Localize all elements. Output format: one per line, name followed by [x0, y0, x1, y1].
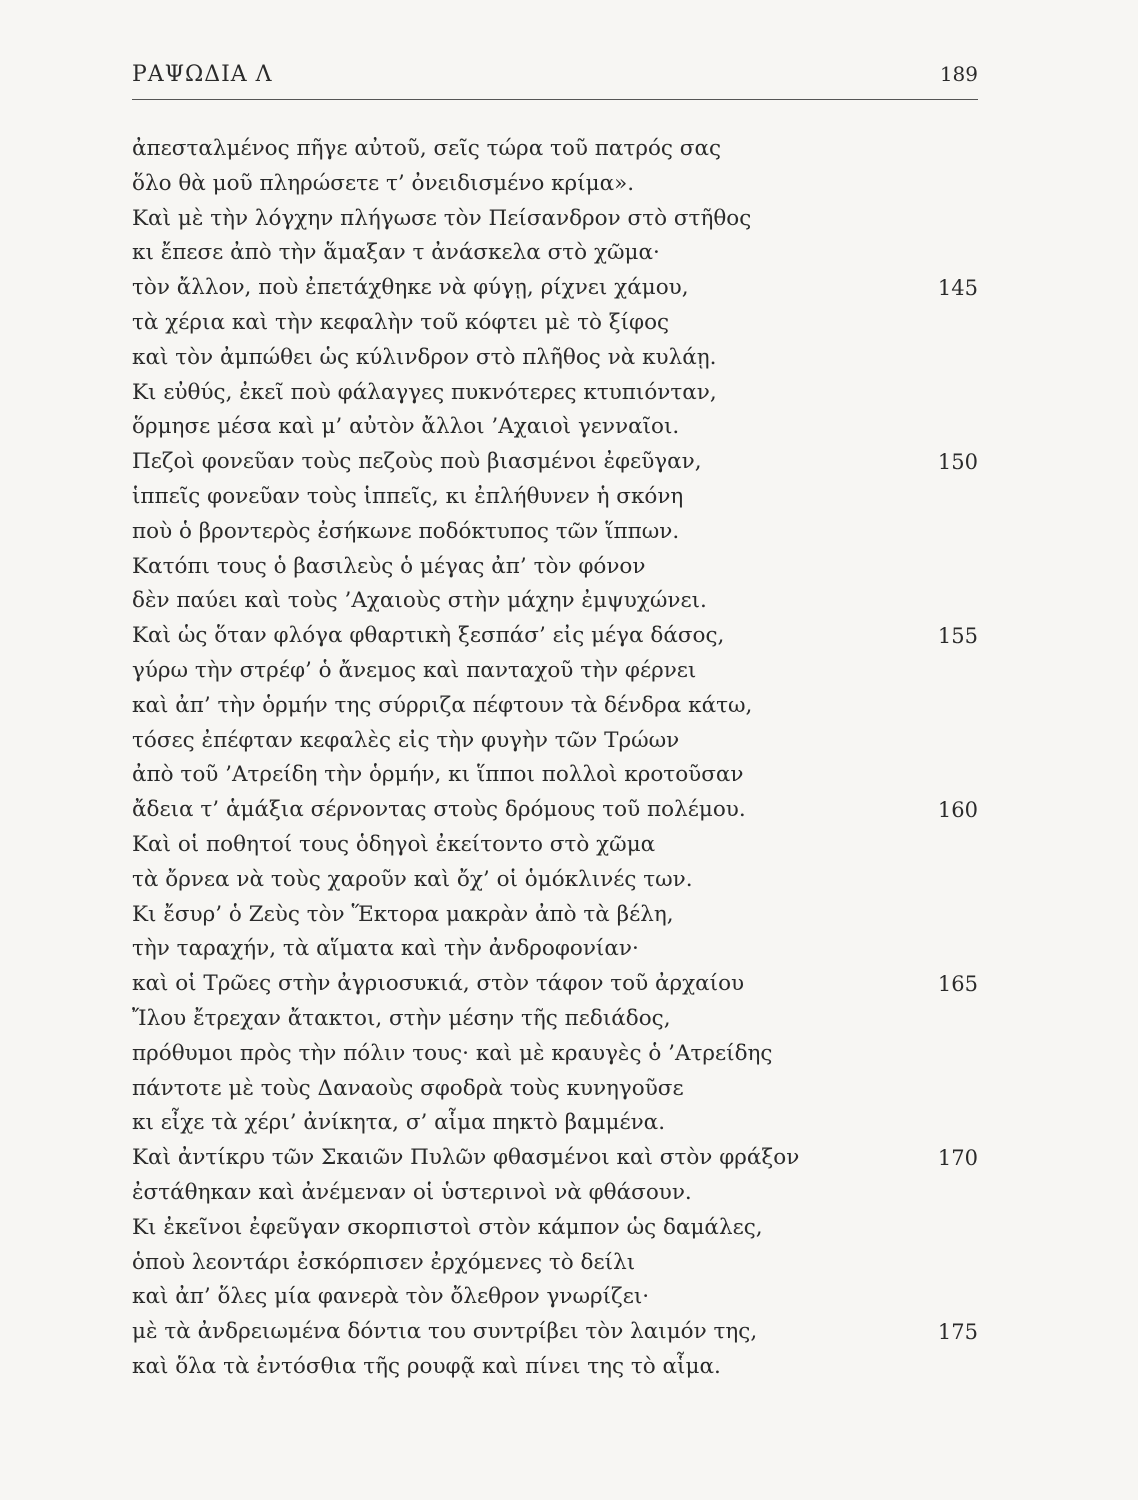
verse-line [132, 863, 982, 898]
verse-text: πάντοτε μὲ τοὺς Δαναοὺς σφοδρὰ τοὺς κυνηγοῦσε [132, 1075, 684, 1101]
verse-text: κι ἔπεσε ἀπὸ τὴν ἅμαξαν τ ἀνάσκελα στὸ χῶμα· [132, 240, 660, 266]
verse-text: καὶ ὅλα τὰ ἐντόσθια τῆς ρουφᾷ καὶ πίνει της τὸ αἷμα. [132, 1353, 721, 1379]
verse-line [132, 1176, 982, 1211]
verse-text: πρόθυμοι πρὸς τὴν πόλιν τους· καὶ μὲ κραυγὲς ὁ ’Ατρείδης [132, 1040, 773, 1066]
verse-text: τὰ ὄρνεα νὰ τοὺς χαροῦν καὶ ὄχ’ οἱ ὁμόκλινές των. [132, 866, 693, 892]
verse-text: ἀπὸ τοῦ ’Ατρείδη τὴν ὁρμήν, κι ἵπποι πολλοὶ κροτοῦσαν [132, 762, 744, 788]
verse-line [132, 1037, 982, 1072]
verse-line [132, 828, 982, 863]
verse-line [132, 480, 982, 515]
verse-line [132, 1072, 982, 1107]
verse-line [132, 793, 982, 828]
verse-line [132, 689, 982, 724]
line-number: 175 [937, 1320, 978, 1345]
verse-line [132, 236, 982, 271]
line-number: 150 [937, 450, 978, 475]
verse-line [132, 341, 982, 376]
verse-text: μὲ τὰ ἀνδρειωμένα δόντια του συντρίβει τὸν λαιμόν της, [132, 1319, 758, 1345]
verse-line [132, 376, 982, 411]
verse-line [132, 898, 982, 933]
verse-line [132, 584, 982, 619]
line-number: 160 [937, 798, 978, 823]
line-number: 155 [937, 624, 978, 649]
verse-text: Καὶ μὲ τὴν λόγχην πλήγωσε τὸν Πείσανδρον στὸ στῆθος [132, 205, 752, 231]
verse-line [132, 1350, 982, 1385]
line-number: 145 [937, 276, 978, 301]
verse-line [132, 1106, 982, 1141]
verse-text: ἱππεῖς φονεῦαν τοὺς ἱππεῖς, κι ἐπλήθυνεν ἡ σκόνη [132, 483, 684, 509]
verse-line [132, 410, 982, 445]
verse-text: Καὶ ἀντίκρυ τῶν Σκαιῶν Πυλῶν φθασμένοι καὶ στὸν φράξον [132, 1145, 800, 1171]
verse-text: ὅλο θὰ μοῦ πληρώσετε τ’ ὀνειδισμένο κρίμα». [132, 170, 635, 196]
verse-line [132, 1002, 982, 1037]
verse-text: Κι εὐθύς, ἐκεῖ ποὺ φάλαγγες πυκνότερες κτυπιόνταν, [132, 379, 717, 405]
verse-text: Καὶ ὡς ὅταν φλόγα φθαρτικὴ ξεσπάσ’ εἰς μέγα δάσος, [132, 623, 725, 649]
verse-text: Πεζοὶ φονεῦαν τοὺς πεζοὺς ποὺ βιασμένοι ἐφεῦγαν, [132, 449, 702, 475]
verse-line [132, 445, 982, 480]
verse-line [132, 619, 982, 654]
verse-line [132, 550, 982, 585]
verse-line [132, 1246, 982, 1281]
verse-text: Κι ἔσυρ’ ὁ Ζεὺς τὸν Ἕκτορα μακρὰν ἀπὸ τὰ βέλη, [132, 901, 674, 927]
header-rule [132, 99, 978, 100]
page-number: 189 [939, 62, 978, 86]
verse-line [132, 724, 982, 759]
verse-line [132, 1315, 982, 1350]
verse-line [132, 271, 982, 306]
verse-line [132, 132, 982, 167]
verse-line [132, 202, 982, 237]
verse-line [132, 306, 982, 341]
verse-text: ἄδεια τ’ ἁμάξια σέρνοντας στοὺς δρόμους τοῦ πολέμου. [132, 797, 746, 823]
verse-line [132, 654, 982, 689]
verse-text: καὶ ἀπ’ ὅλες μία φανερὰ τὸν ὄλεθρον γνωρίζει· [132, 1284, 650, 1310]
verse-line [132, 1141, 982, 1176]
verse-block [132, 132, 982, 1385]
verse-text: δὲν παύει καὶ τοὺς ’Αχαιοὺς στὴν μάχην ἐμψυχώνει. [132, 588, 707, 614]
line-number: 165 [937, 972, 978, 997]
verse-line [132, 967, 982, 1002]
verse-text: ὁποὺ λεοντάρι ἐσκόρπισεν ἐρχόμενες τὸ δείλι [132, 1249, 636, 1275]
verse-text: ἐστάθηκαν καὶ ἀνέμεναν οἱ ὑστερινοὶ νὰ φθάσουν. [132, 1179, 692, 1205]
verse-text: ἀπεσταλμένος πῆγε αὐτοῦ, σεῖς τώρα τοῦ πατρός σας [132, 136, 722, 161]
verse-line [132, 1280, 982, 1315]
verse-text: ὅρμησε μέσα καὶ μ’ αὐτὸν ἄλλοι ’Αχαιοὶ γενναῖοι. [132, 414, 680, 440]
verse-text: τὰ χέρια καὶ τὴν κεφαλὴν τοῦ κόφτει μὲ τὸ ξίφος [132, 309, 670, 335]
verse-text: τὴν ταραχήν, τὰ αἵματα καὶ τὴν ἀνδροφονίαν· [132, 936, 639, 962]
verse-text: γύρω τὴν στρέφ’ ὁ ἄνεμος καὶ πανταχοῦ τὴν φέρνει [132, 657, 697, 683]
verse-text: τόσες ἐπέφταν κεφαλὲς εἰς τὴν φυγὴν τῶν Τρώων [132, 727, 680, 753]
verse-text: κι εἶχε τὰ χέρι’ ἀνίκητα, σ’ αἷμα πηκτὸ βαμμένα. [132, 1110, 666, 1136]
verse-line [132, 758, 982, 793]
verse-line [132, 167, 982, 202]
verse-text: τὸν ἄλλον, ποὺ ἐπετάχθηκε νὰ φύγῃ, ρίχνει χάμου, [132, 275, 689, 301]
line-number: 170 [937, 1146, 978, 1171]
verse-line [132, 932, 982, 967]
verse-text: Κατόπι τους ὁ βασιλεὺς ὁ μέγας ἀπ’ τὸν φόνον [132, 553, 646, 579]
verse-line [132, 1211, 982, 1246]
verse-line [132, 515, 982, 550]
running-head [132, 60, 978, 96]
verse-text: ποὺ ὁ βροντερὸς ἐσήκωνε ποδόκτυπος τῶν ἵππων. [132, 518, 680, 544]
verse-text: καὶ ἀπ’ τὴν ὁρμήν της σύρριζα πέφτουν τὰ δένδρα κάτω, [132, 692, 753, 718]
verse-text: Ἴλου ἔτρεχαν ἄτακτοι, στὴν μέσην τῆς πεδιάδος, [132, 1005, 671, 1031]
verse-text: καὶ τὸν ἀμπώθει ὡς κύλινδρον στὸ πλῆθος νὰ κυλάῃ. [132, 344, 717, 370]
verse-text: Κι ἐκεῖνοι ἐφεῦγαν σκορπιστοὶ στὸν κάμπον ὡς δαμάλες, [132, 1214, 763, 1240]
verse-text: καὶ οἱ Τρῶες στὴν ἀγριοσυκιά, στὸν τάφον τοῦ ἀρχαίου [132, 971, 745, 997]
chapter-title: ΡΑΨΩΔΙΑ Λ [132, 62, 273, 87]
verse-text: Καὶ οἱ ποθητοί τους ὁδηγοὶ ἐκείτοντο στὸ χῶμα [132, 831, 656, 857]
